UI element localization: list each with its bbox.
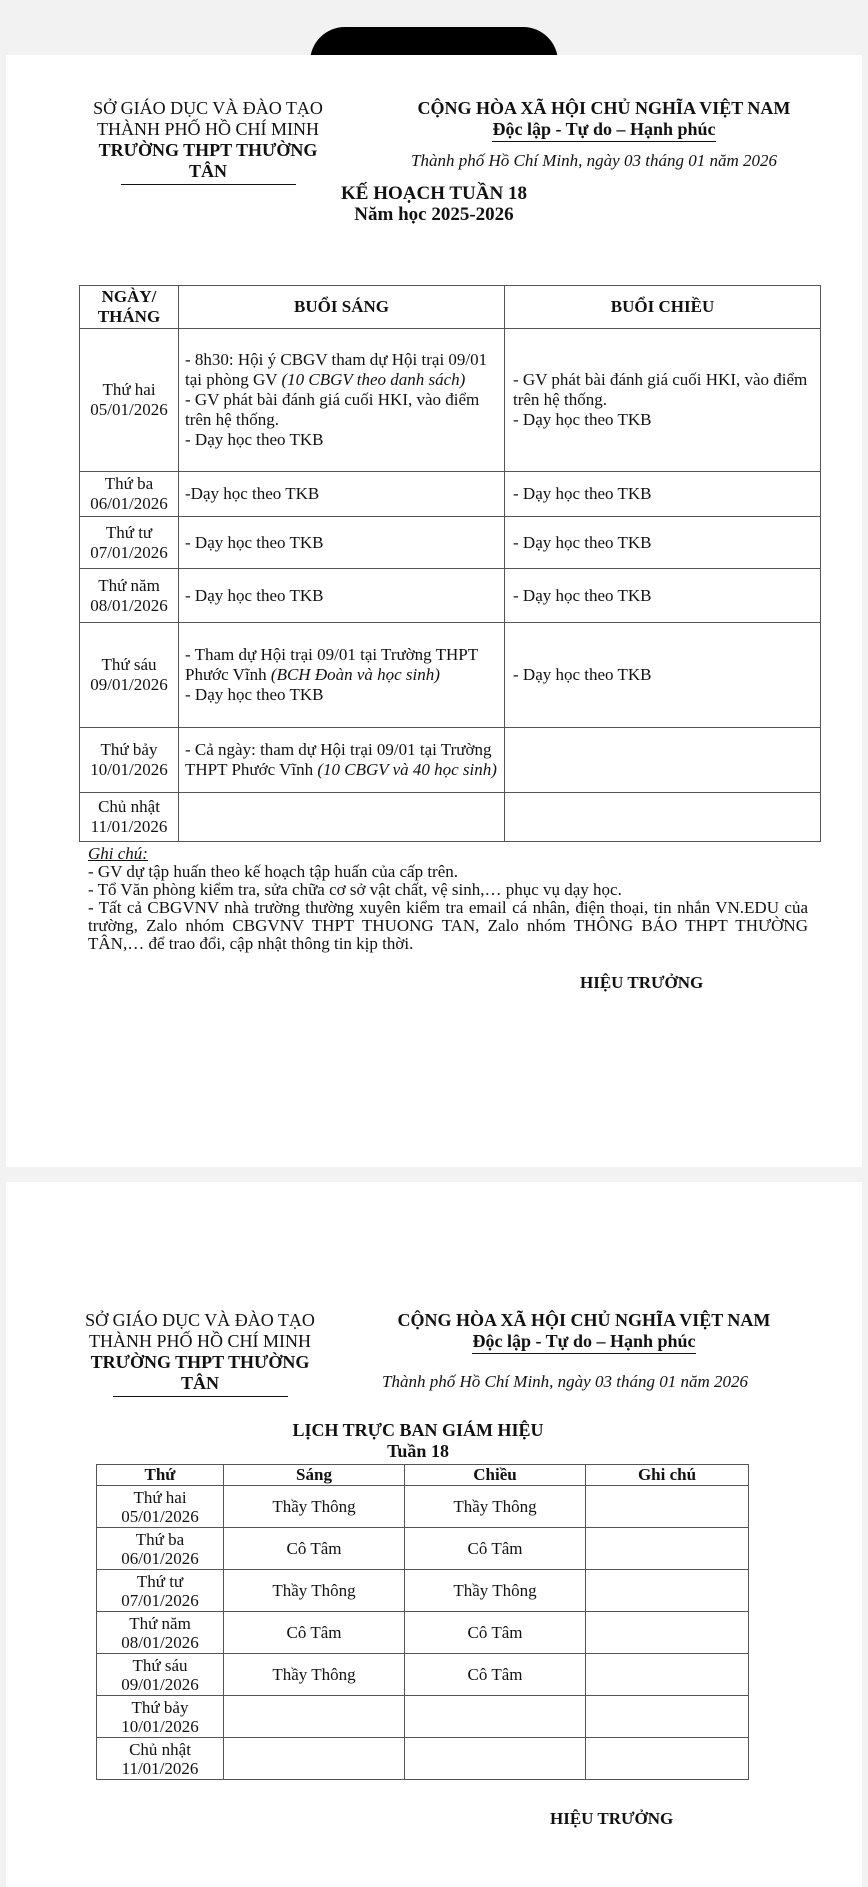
day-cell: Thứ bảy 10/01/2026 bbox=[80, 728, 179, 793]
note-cell bbox=[586, 1486, 749, 1528]
afternoon-cell bbox=[405, 1738, 586, 1780]
table-row bbox=[80, 517, 821, 569]
date-line: Thành phố Hồ Chí Minh, ngày 03 tháng 01 năm 2026 bbox=[382, 1372, 748, 1391]
afternoon-cell: Thầy Thông bbox=[405, 1486, 586, 1528]
table-header-row bbox=[80, 286, 821, 329]
column-header-afternoon: BUỔI CHIỀU bbox=[505, 286, 821, 329]
document-page-1 bbox=[6, 55, 862, 1167]
city-name: THÀNH PHỐ HỒ CHÍ MINH bbox=[89, 1331, 311, 1351]
day-cell: Thứ ba 06/01/2026 bbox=[80, 472, 179, 517]
afternoon-cell bbox=[505, 793, 821, 842]
weekly-plan-table bbox=[79, 285, 821, 842]
afternoon-cell: Cô Tâm bbox=[405, 1612, 586, 1654]
national-motto: Độc lập - Tự do – Hạnh phúc bbox=[492, 119, 715, 142]
national-motto: Độc lập - Tự do – Hạnh phúc bbox=[472, 1331, 695, 1354]
table-header-row bbox=[97, 1465, 749, 1486]
table-row bbox=[80, 793, 821, 842]
note-cell bbox=[586, 1528, 749, 1570]
plan-subtitle: Năm học 2025-2026 bbox=[354, 204, 514, 225]
table-row bbox=[80, 569, 821, 623]
morning-cell bbox=[224, 1696, 405, 1738]
afternoon-cell: - Dạy học theo TKB bbox=[505, 472, 821, 517]
morning-cell bbox=[224, 1738, 405, 1780]
morning-cell: Thầy Thông bbox=[224, 1486, 405, 1528]
morning-cell: Thầy Thông bbox=[224, 1570, 405, 1612]
afternoon-cell bbox=[405, 1696, 586, 1738]
morning-cell bbox=[179, 793, 505, 842]
table-row bbox=[97, 1570, 749, 1612]
duty-subtitle: Tuần 18 bbox=[387, 1441, 449, 1461]
day-cell: Thứ ba 06/01/2026 bbox=[97, 1528, 224, 1570]
note-cell bbox=[586, 1612, 749, 1654]
notes-title: Ghi chú: bbox=[88, 844, 148, 863]
issuer-block bbox=[78, 98, 338, 185]
column-header-morning: Sáng bbox=[224, 1465, 405, 1486]
column-header-note: Ghi chú bbox=[586, 1465, 749, 1486]
day-cell: Thứ năm 08/01/2026 bbox=[97, 1612, 224, 1654]
school-name: TRƯỜNG THPT THƯỜNG TÂN bbox=[98, 140, 318, 181]
duty-title: LỊCH TRỰC BAN GIÁM HIỆU bbox=[292, 1420, 544, 1440]
morning-cell: - Tham dự Hội trại 09/01 tại Trường THPT Phước Vĩnh (BCH Đoàn và học sinh) - Dạy học theo TKB bbox=[179, 623, 505, 728]
issuer-block bbox=[70, 1310, 330, 1397]
day-cell: Thứ tư 07/01/2026 bbox=[80, 517, 179, 569]
afternoon-cell: Cô Tâm bbox=[405, 1528, 586, 1570]
afternoon-cell: Thầy Thông bbox=[405, 1570, 586, 1612]
day-cell: Thứ hai 05/01/2026 bbox=[80, 329, 179, 472]
note-cell bbox=[586, 1738, 749, 1780]
notes-section bbox=[88, 845, 808, 953]
afternoon-cell: - GV phát bài đánh giá cuối HKI, vào điểm trên hệ thống. - Dạy học theo TKB bbox=[505, 329, 821, 472]
nation-name: CỘNG HÒA XÃ HỘI CHỦ NGHĨA VIỆT NAM bbox=[417, 98, 791, 118]
school-underline bbox=[113, 1396, 288, 1397]
morning-cell: - Dạy học theo TKB bbox=[179, 517, 505, 569]
afternoon-cell: - Dạy học theo TKB bbox=[505, 623, 821, 728]
afternoon-cell: Cô Tâm bbox=[405, 1654, 586, 1696]
day-cell: Thứ sáu 09/01/2026 bbox=[80, 623, 179, 728]
afternoon-cell: - Dạy học theo TKB bbox=[505, 517, 821, 569]
table-row bbox=[97, 1738, 749, 1780]
morning-cell: -Dạy học theo TKB bbox=[179, 472, 505, 517]
day-cell: Chủ nhật 11/01/2026 bbox=[80, 793, 179, 842]
national-heading bbox=[404, 98, 804, 142]
city-name: THÀNH PHỐ HỒ CHÍ MINH bbox=[97, 119, 319, 139]
document-page-2 bbox=[6, 1182, 862, 1887]
morning-cell: - 8h30: Hội ý CBGV tham dự Hội trại 09/01 tại phòng GV (10 CBGV theo danh sách) - GV phát bài đánh giá cuối HKI, vào điểm trên hệ thống. - Dạy học theo TKB bbox=[179, 329, 505, 472]
table-row bbox=[80, 728, 821, 793]
note-cell bbox=[586, 1654, 749, 1696]
note-item: - Tổ Văn phòng kiểm tra, sửa chữa cơ sở vật chất, vệ sinh,… phục vụ dạy học. bbox=[88, 880, 622, 899]
table-row bbox=[80, 329, 821, 472]
morning-cell: Thầy Thông bbox=[224, 1654, 405, 1696]
table-row bbox=[97, 1528, 749, 1570]
day-cell: Thứ năm 08/01/2026 bbox=[80, 569, 179, 623]
morning-cell: - Dạy học theo TKB bbox=[179, 569, 505, 623]
national-heading bbox=[384, 1310, 784, 1354]
table-row bbox=[97, 1486, 749, 1528]
column-header-morning: BUỔI SÁNG bbox=[179, 286, 505, 329]
table-row bbox=[80, 472, 821, 517]
date-line: Thành phố Hồ Chí Minh, ngày 03 tháng 01 năm 2026 bbox=[411, 151, 777, 170]
note-item: - Tất cả CBGVNV nhà trường thường xuyên kiểm tra email cá nhân, điện thoại, tin nhắn VN.EDU của trường, Zalo nhóm CBGVNV THPT THUONG TAN, Zalo nhóm THÔNG BÁO THPT THƯỜNG TÂN,… để trao đổi, cập nhật thông tin kịp thời. bbox=[88, 898, 808, 953]
morning-cell: Cô Tâm bbox=[224, 1528, 405, 1570]
table-row bbox=[97, 1612, 749, 1654]
nation-name: CỘNG HÒA XÃ HỘI CHỦ NGHĨA VIỆT NAM bbox=[397, 1310, 771, 1330]
table-row bbox=[97, 1654, 749, 1696]
morning-cell: - Cả ngày: tham dự Hội trại 09/01 tại Trường THPT Phước Vĩnh (10 CBGV và 40 học sinh) bbox=[179, 728, 505, 793]
table-row bbox=[97, 1696, 749, 1738]
table-row bbox=[80, 623, 821, 728]
day-cell: Thứ tư 07/01/2026 bbox=[97, 1570, 224, 1612]
day-cell: Thứ hai 05/01/2026 bbox=[97, 1486, 224, 1528]
principal-signature-label: HIỆU TRƯỞNG bbox=[550, 1809, 674, 1828]
department-name: SỞ GIÁO DỤC VÀ ĐÀO TẠO bbox=[93, 98, 323, 118]
department-name: SỞ GIÁO DỤC VÀ ĐÀO TẠO bbox=[85, 1310, 315, 1330]
day-cell: Thứ sáu 09/01/2026 bbox=[97, 1654, 224, 1696]
day-cell: Chủ nhật 11/01/2026 bbox=[97, 1738, 224, 1780]
principal-signature-label: HIỆU TRƯỞNG bbox=[580, 973, 704, 992]
note-item: - GV dự tập huấn theo kế hoạch tập huấn của cấp trên. bbox=[88, 862, 459, 881]
duty-schedule-table bbox=[96, 1464, 749, 1780]
afternoon-cell bbox=[505, 728, 821, 793]
afternoon-cell: - Dạy học theo TKB bbox=[505, 569, 821, 623]
plan-title: KẾ HOẠCH TUẦN 18 bbox=[341, 183, 527, 204]
note-cell bbox=[586, 1696, 749, 1738]
school-name: TRƯỜNG THPT THƯỜNG TÂN bbox=[90, 1352, 310, 1393]
column-header-day: NGÀY/ THÁNG bbox=[80, 286, 179, 329]
column-header-day: Thứ bbox=[97, 1465, 224, 1486]
note-cell bbox=[586, 1570, 749, 1612]
day-cell: Thứ bảy 10/01/2026 bbox=[97, 1696, 224, 1738]
morning-cell: Cô Tâm bbox=[224, 1612, 405, 1654]
column-header-afternoon: Chiều bbox=[405, 1465, 586, 1486]
